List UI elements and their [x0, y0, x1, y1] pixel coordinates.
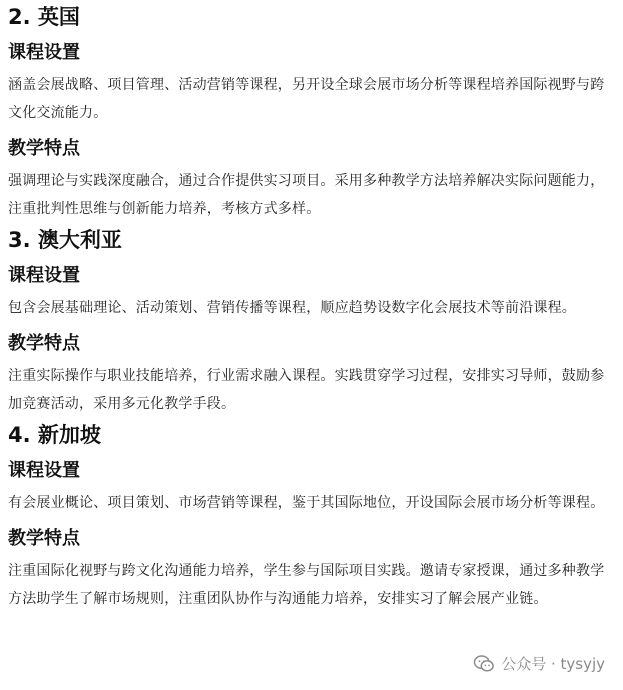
course-setup-text: 包含会展基础理论、活动策划、营销传播等课程，顺应趋势设数字化会展技术等前沿课程。	[8, 300, 576, 316]
watermark	[473, 653, 605, 674]
teaching-features-heading: 教学特点	[8, 333, 80, 354]
course-setup-heading: 课程设置	[8, 265, 80, 286]
course-setup-text: 有会展业概论、项目策划、市场营销等课程，鉴于其国际地位，开设国际会展市场分析等课程。	[8, 495, 605, 511]
section-uk	[8, 0, 608, 223]
teaching-features-heading: 教学特点	[8, 528, 80, 549]
wechat-official-account-icon	[473, 654, 495, 674]
teaching-features-text: 注重国际化视野与跨文化沟通能力培养，学生参与国际项目实践。邀请专家授课，通过多种教学方法助学生了解市场规则，注重团队协作与沟通能力培养，安排实习了解会展产业链。	[8, 563, 605, 607]
course-setup-text: 涵盖会展战略、项目管理、活动营销等课程，另开设全球会展市场分析等课程培养国际视野与跨文化交流能力。	[8, 77, 605, 121]
article-body	[8, 0, 608, 613]
course-setup-heading: 课程设置	[8, 460, 80, 481]
country-heading-uk: 2. 英国	[8, 5, 80, 29]
watermark-text: 公众号 · tysyjy	[501, 655, 605, 673]
teaching-features-heading: 教学特点	[8, 138, 80, 159]
country-heading-singapore: 4. 新加坡	[8, 423, 101, 447]
teaching-features-text: 注重实际操作与职业技能培养，行业需求融入课程。实践贯穿学习过程，安排实习导师，鼓励参加竞赛活动，采用多元化教学手段。	[8, 368, 605, 412]
teaching-features-text: 强调理论与实践深度融合，通过合作提供实习项目。采用多种教学方法培养解决实际问题能力，注重批判性思维与创新能力培养，考核方式多样。	[8, 173, 605, 217]
section-australia	[8, 223, 608, 418]
section-singapore	[8, 418, 608, 613]
course-setup-heading: 课程设置	[8, 42, 80, 63]
country-heading-australia: 3. 澳大利亚	[8, 228, 122, 252]
